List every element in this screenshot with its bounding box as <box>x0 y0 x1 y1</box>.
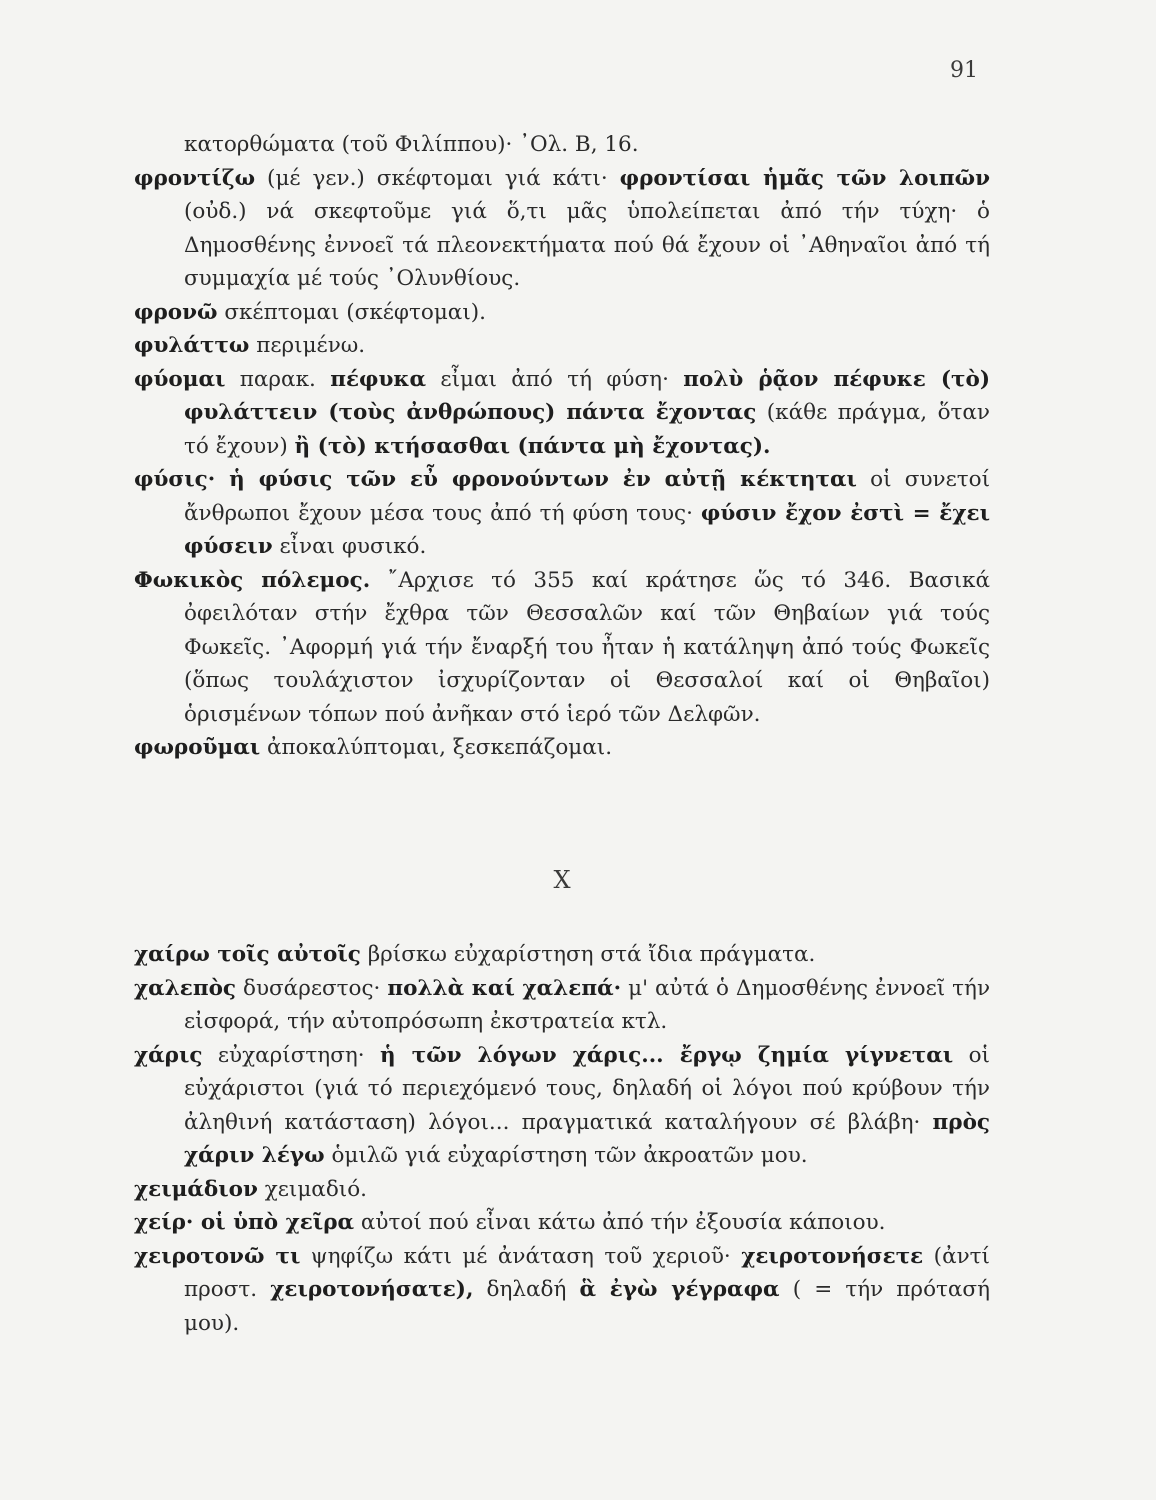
headword: πρὸς χάριν λέγω <box>184 1109 990 1168</box>
headword: φύσις· ἡ φύσις τῶν εὖ φρονούντων ἐν αὐτῇ κέκτηται <box>134 467 857 492</box>
section-letter-chi: Χ <box>553 866 571 894</box>
headword: πολλὰ καί χαλεπά· <box>387 975 622 1001</box>
glossary-entry <box>134 1240 990 1341</box>
definition-text: ῎Αρχισε τό 355 καί κράτησε ὥς τό 346. Βασικά ὀφειλόταν στήν ἔχθρα τῶν Θεσσαλῶν καί τῶν Θηβαίων γιά τούς Φωκεῖς. ᾿Αφορμή γιά τήν ἔναρξή του ἦταν ἡ κατάληψη ἀπό τούς Φωκεῖς (ὅπως τουλάχιστον ἰσχυρίζονταν οἱ Θεσσαλοί καί οἱ Θηβαῖοι) ὁρισμένων τόπων πού ἀνῆκαν στό ἱερό τῶν Δελφῶν. <box>184 567 991 727</box>
glossary-entry <box>134 296 990 330</box>
headword: φωροῦμαι <box>134 735 261 760</box>
glossary-entry <box>134 162 990 296</box>
definition-text: δυσάρεστος· <box>236 975 388 1001</box>
glossary-entry <box>134 731 990 765</box>
definition-text: δηλαδή <box>473 1277 580 1302</box>
definition-text: παρακ. <box>225 366 331 392</box>
definition-text: βρίσκω εὐχαρίστηση στά ἴδια πράγματα. <box>360 942 816 967</box>
headword: φύομαι <box>134 366 226 392</box>
glossary-entry <box>134 1206 990 1240</box>
headword: ἡ τῶν λόγων χάρις... ἔργῳ ζημία γίγνεται <box>380 1042 954 1068</box>
headword: φύσιν ἔχον ἐστὶ = ἔχει φύσειν <box>184 500 990 559</box>
definition-text: εἶμαι ἀπό τή φύση· <box>426 366 684 392</box>
glossary-block-chi <box>134 938 990 1340</box>
glossary-entry <box>134 1173 990 1207</box>
headword: χαίρω τοῖς αὐτοῖς <box>134 942 361 967</box>
definition-text: ἀποκαλύπτομαι, ξεσκεπάζομαι. <box>260 735 613 760</box>
definition-text: περιμένω. <box>249 333 366 358</box>
definition-text: χειμαδιό. <box>257 1176 367 1202</box>
headword: χειροτονήσατε), <box>270 1277 474 1302</box>
glossary-block-phi <box>134 128 990 765</box>
definition-text: αὐτοί πού εἶναι κάτω ἀπό τήν ἐξουσία κάποιου. <box>354 1210 886 1235</box>
headword: φροντίσαι ἡμᾶς τῶν λοιπῶν <box>619 165 990 191</box>
definition-text: ( = τήν πρότασή μου). <box>184 1277 990 1336</box>
headword: Φωκικὸς πόλεμος. <box>134 567 371 593</box>
headword: χείρ· οἱ ὑπὸ χεῖρα <box>134 1210 355 1235</box>
headword: χειροτονήσετε <box>741 1243 924 1269</box>
definition-text: μ' αὐτά ὁ Δημοσθένης ἐννοεῖ τήν εἰσφορά, τήν αὐτοπρόσωπη ἐκστρατεία κτλ. <box>184 975 991 1034</box>
headword: χειμάδιον <box>134 1176 258 1202</box>
headword: πολὺ ῥᾷον πέφυκε (τὸ) φυλάττειν (τοὺς ἀνθρώπους) πάντα ἔχοντας <box>184 366 990 425</box>
glossary-entry <box>134 128 990 162</box>
definition-text: σκέπτομαι (σκέφτομαι). <box>217 299 486 325</box>
glossary-entry <box>134 1039 990 1173</box>
headword: χειροτονῶ τι <box>134 1243 301 1269</box>
definition-text: εὐχαρίστηση· <box>202 1042 381 1068</box>
glossary-entry <box>134 938 990 972</box>
glossary-entry <box>134 564 990 732</box>
headword: φυλάττω <box>134 333 250 358</box>
definition-text: (μέ γεν.) σκέφτομαι γιά κάτι· <box>255 165 620 191</box>
page-number: 91 <box>950 58 978 83</box>
definition-text: κατορθώματα (τοῦ Φιλίππου)· ᾿Ολ. Β, 16. <box>184 132 639 157</box>
headword: ἢ (τὸ) κτήσασθαι (πάντα μὴ ἔχοντας). <box>294 433 771 459</box>
headword: πέφυκα <box>330 366 427 392</box>
headword: φροντίζω <box>134 165 256 191</box>
headword: φρονῶ <box>134 299 218 325</box>
definition-text: (ἀντί προστ. <box>184 1243 990 1302</box>
glossary-entry <box>134 329 990 363</box>
glossary-entry <box>134 463 990 564</box>
definition-text: εἶναι φυσικό. <box>272 534 427 559</box>
definition-text: οἱ εὐχάριστοι (γιά τό περιεχόμενό τους, δηλαδή οἱ λόγοι πού κρύβουν τήν ἀληθινή κατάσταση) λόγοι... πραγματικά καταλήγουν σέ βλάβη· <box>184 1042 990 1135</box>
definition-text: οἱ συνετοί ἄνθρωποι ἔχουν μέσα τους ἀπό τή φύση τους· <box>184 467 990 526</box>
definition-text: (οὐδ.) νά σκεφτοῦμε γιά ὅ,τι μᾶς ὑπολείπεται ἀπό τήν τύχη· ὁ Δημοσθένης ἐννοεῖ τά πλεονεκτήματα πού θά ἔχουν οἱ ᾿Αθηναῖοι ἀπό τή συμμαχία μέ τούς ᾿Ολυνθίους. <box>184 199 990 291</box>
definition-text: (κάθε πράγμα, ὅταν τό ἔχουν) <box>184 400 990 459</box>
definition-text: ὁμιλῶ γιά εὐχαρίστηση τῶν ἀκροατῶν μου. <box>324 1143 808 1168</box>
headword: χαλεπὸς <box>134 975 236 1001</box>
headword: ἃ ἐγὼ γέγραφα <box>579 1277 780 1302</box>
glossary-entry <box>134 972 990 1039</box>
headword: χάρις <box>134 1042 203 1068</box>
glossary-entry <box>134 363 990 464</box>
definition-text: ψηφίζω κάτι μέ ἀνάταση τοῦ χεριοῦ· <box>300 1243 742 1269</box>
